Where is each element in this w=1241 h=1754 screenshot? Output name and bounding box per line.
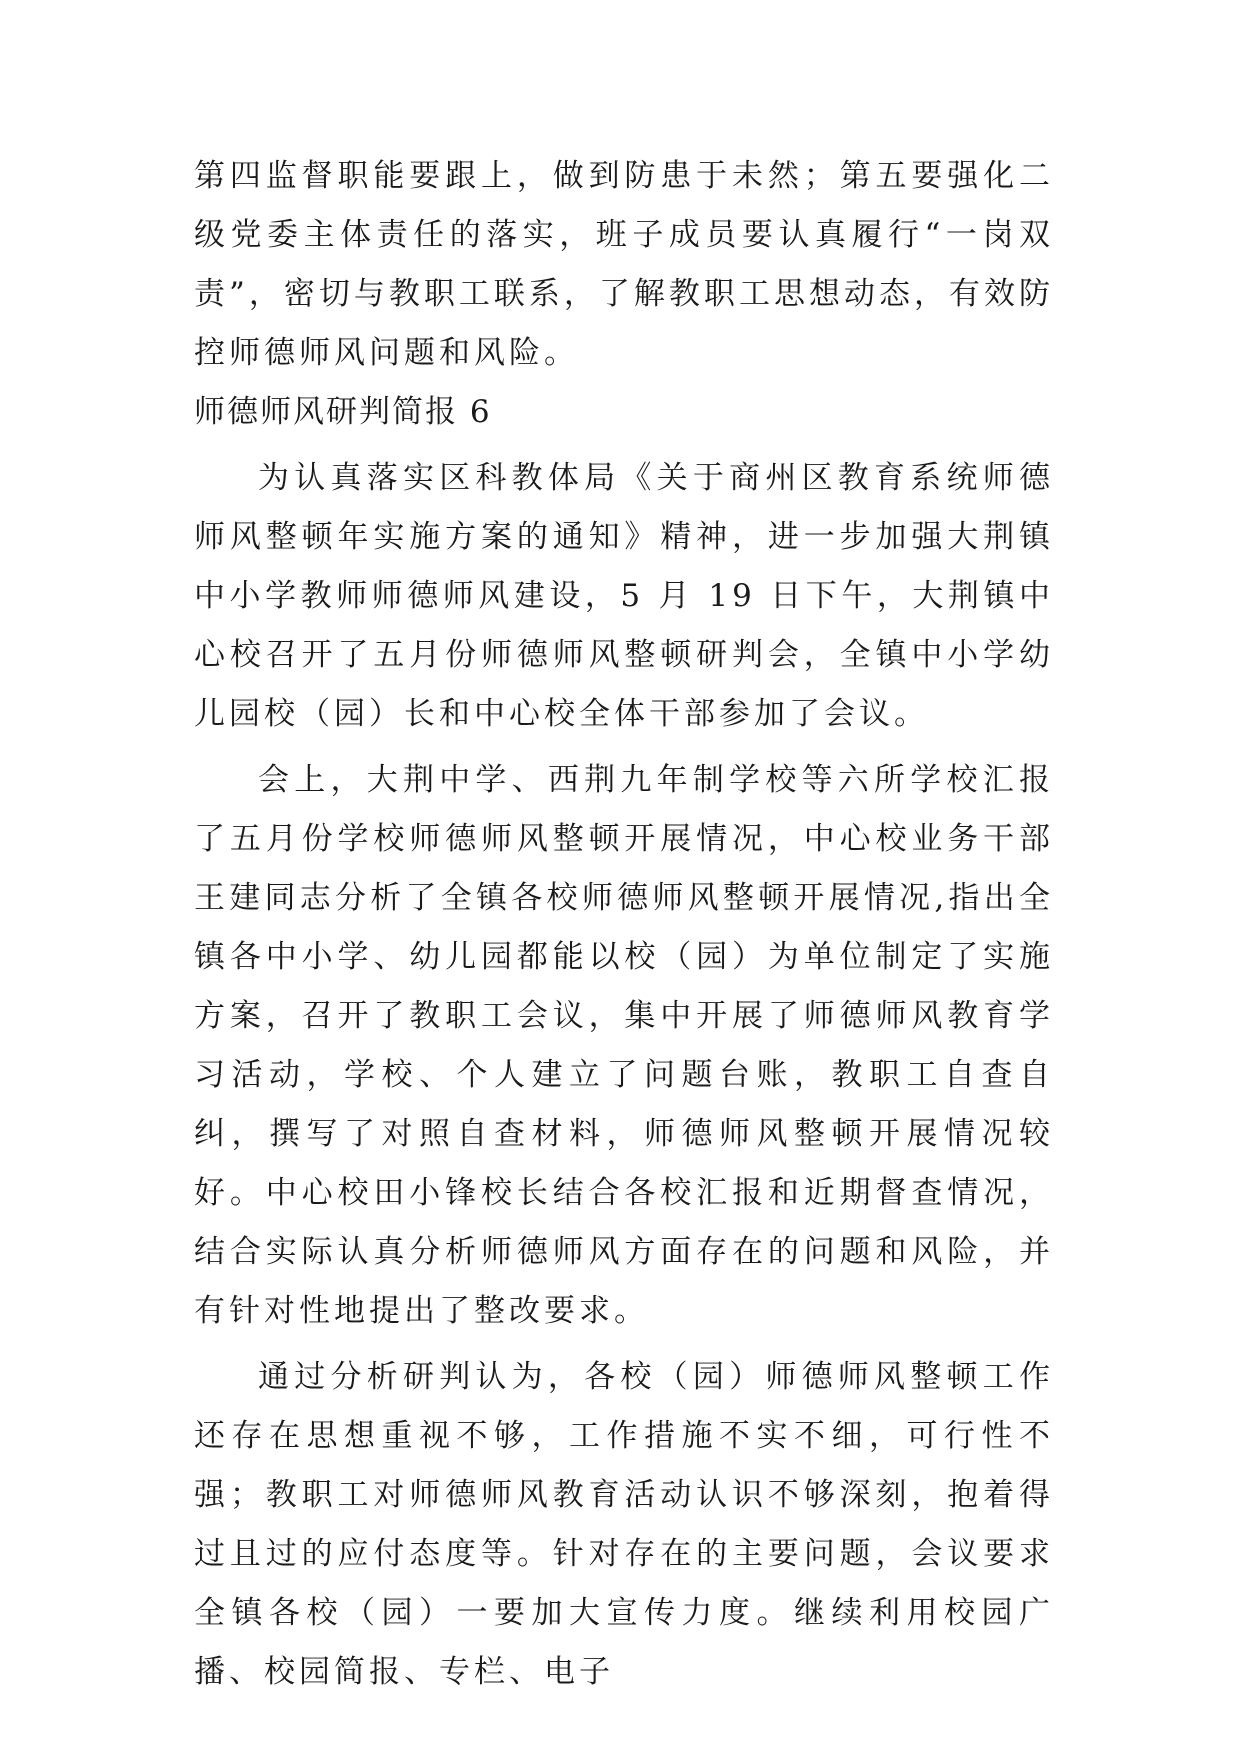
section-heading: 师德师风研判简报 6 [194,394,492,430]
paragraph-analysis: 通过分析研判认为，各校（园）师德师风整顿工作还存在思想重视不够，工作措施不实不细，可行性不强；教职工对师德师风教育活动认识不够深刻，抱着得过且过的应付态度等。针对存在的主要问题，会议要求全镇各校（园）一要加大宣传力度。继续利用校园广播、校园简报、专栏、电子 [194,1359,1054,1690]
paragraph-continuation: 第四监督职能要跟上，做到防患于未然；第五要强化二级党委主体责任的落实，班子成员要认真履行“一岗双责”，密切与教职工联系，了解教职工思想动态，有效防控师德师风问题和风险。 [194,158,1054,371]
paragraph-meeting-report: 会上，大荆中学、西荆九年制学校等六所学校汇报了五月份学校师德师风整顿开展情况，中心校业务干部王建同志分析了全镇各校师德师风整顿开展情况,指出全镇各中小学、幼儿园都能以校（园）为单位制定了实施方案，召开了教职工会议，集中开展了师德师风教育学习活动，学校、个人建立了问题台账，教职工自查自纠，撰写了对照自查材料，师德师风整顿开展情况较好。中心校田小锋校长结合各校汇报和近期督查情况，结合实际认真分析师德师风方面存在的问题和风险，并有针对性地提出了整改要求。 [194,762,1054,1329]
paragraph-intro: 为认真落实区科教体局《关于商州区教育系统师德师风整顿年实施方案的通知》精神，进一步加强大荆镇中小学教师师德师风建设，5 月 19 日下午，大荆镇中心校召开了五月份师德师风整顿研判会，全镇中小学幼儿园校（园）长和中心校全体干部参加了会议。 [194,460,1054,732]
document-body [194,147,1054,1702]
